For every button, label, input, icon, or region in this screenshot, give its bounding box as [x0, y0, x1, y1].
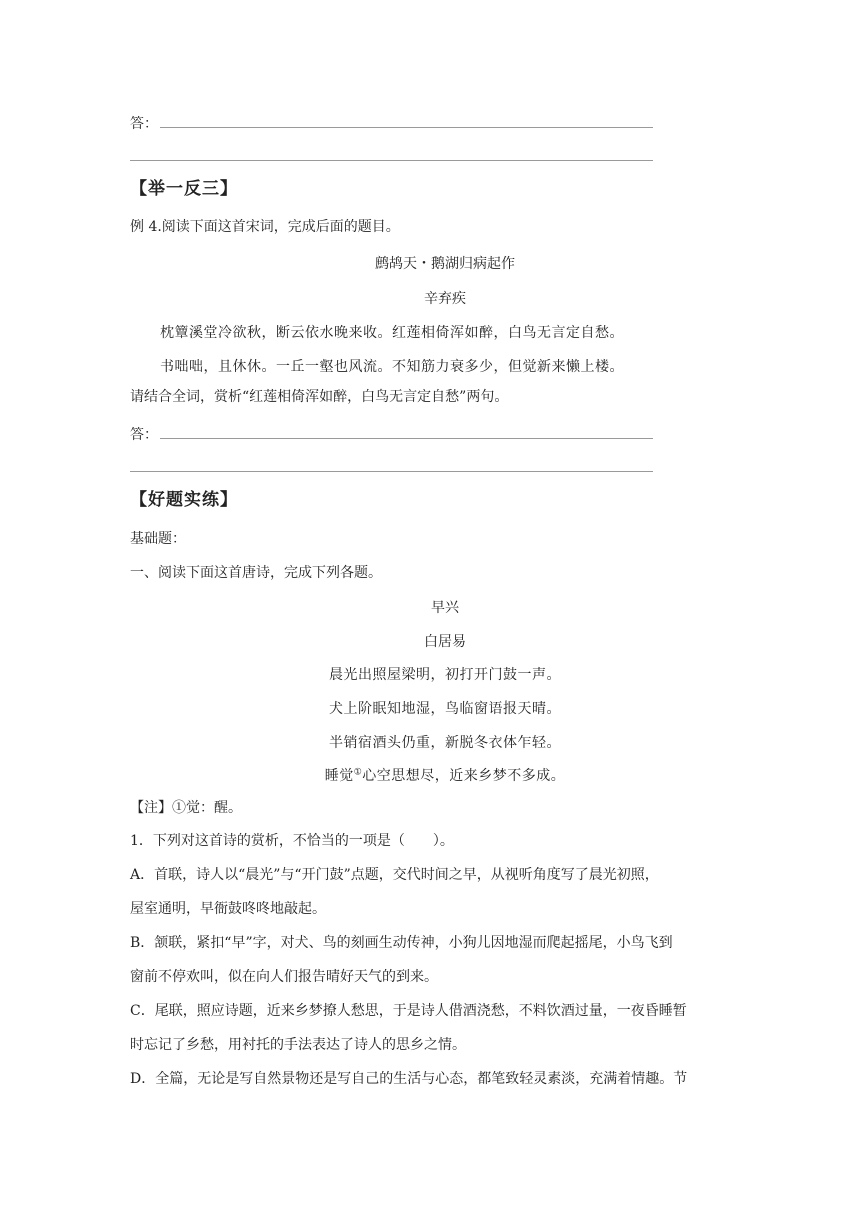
poem-line-part: 睡觉 [324, 768, 354, 784]
answer-line[interactable] [130, 160, 653, 161]
footnote: 【注】①觉：醒。 [130, 800, 242, 816]
option-b[interactable]: B．颔联，紧扣“早”字，对犬、鸟的刻画生动传神，小狗儿因地湿而爬起摇尾，小鸟飞到 [130, 935, 673, 951]
answer-line[interactable] [130, 471, 653, 472]
question-prompt: 一、阅读下面这首唐诗，完成下列各题。 [130, 565, 382, 581]
poem-author: 白居易 [424, 634, 466, 650]
answer-line[interactable] [160, 438, 653, 439]
poem-line [130, 765, 760, 785]
footnote-marker: ① [353, 767, 363, 778]
answer-label: 答： [130, 427, 158, 443]
poem-title: 鹧鸪天・鹅湖归病起作 [375, 256, 515, 272]
poem-title: 早兴 [431, 600, 459, 616]
option-c-cont: 时忘记了乡愁，用衬托的手法表达了诗人的思乡之情。 [130, 1037, 466, 1053]
poem-line-part: 心空思想尽，近来乡梦不多成。 [362, 768, 566, 784]
document-page [130, 0, 740, 1216]
answer-line[interactable] [160, 127, 653, 128]
question-text: 1．下列对这首诗的赏析，不恰当的一项是（ ）。 [130, 833, 454, 849]
poem-line: 半销宿酒头仍重，新脱冬衣体乍轻。 [329, 735, 561, 751]
option-c[interactable]: C．尾联，照应诗题，近来乡梦撩人愁思，于是诗人借酒浇愁，不料饮酒过量，一夜昏睡暂 [130, 1003, 687, 1019]
option-b-cont: 窗前不停欢叫，似在向人们报告晴好天气的到来。 [130, 969, 438, 985]
option-a-cont: 屋室通明，早衙鼓咚咚地敲起。 [130, 901, 326, 917]
poem-line: 枕簟溪堂冷欲秋，断云依水晚来收。红莲相倚浑如醉，白鸟无言定自愁。 [160, 325, 624, 341]
option-a[interactable]: A．首联，诗人以“晨光”与“开门鼓”点题，交代时间之早，从视听角度写了晨光初照， [130, 867, 659, 883]
subsection-label: 基础题： [130, 531, 186, 547]
section-heading: 【好题实练】 [130, 490, 238, 510]
poem-line: 晨光出照屋梁明，初打开门鼓一声。 [329, 667, 561, 683]
example-prompt: 例 4.阅读下面这首宋词，完成后面的题目。 [130, 219, 400, 235]
poem-line: 书咄咄，且休休。一丘一壑也风流。不知筋力衰多少，但觉新来懒上楼。 [160, 359, 624, 375]
question-text: 请结合全词，赏析“红莲相倚浑如醉，白鸟无言定自愁”两句。 [130, 389, 509, 405]
poem-line: 犬上阶眠知地湿，鸟临窗语报天晴。 [329, 701, 561, 717]
poem-author: 辛弃疾 [424, 291, 466, 307]
option-d[interactable]: D．全篇，无论是写自然景物还是写自己的生活与心态，都笔致轻灵素淡，充满着情趣。节 [130, 1071, 688, 1087]
section-heading: 【举一反三】 [130, 179, 238, 199]
answer-label: 答： [130, 116, 158, 132]
